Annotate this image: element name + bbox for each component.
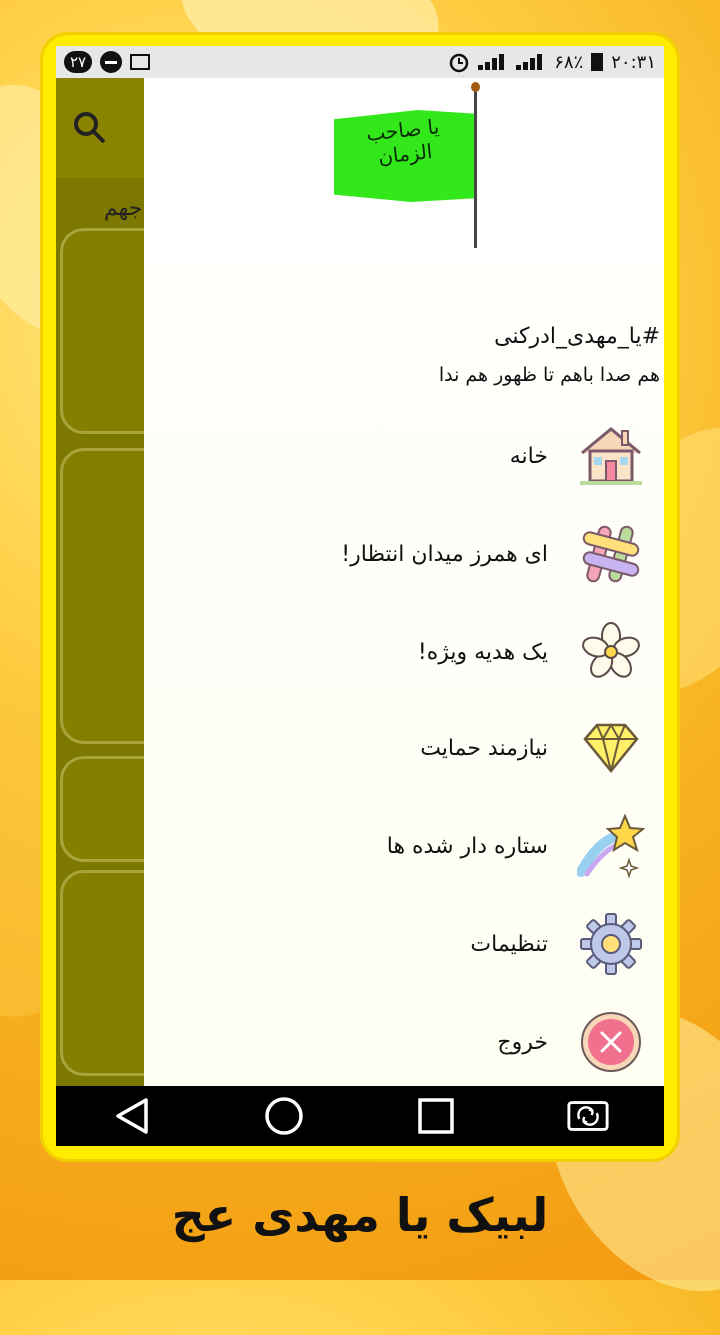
notification-count-badge: ۲۷ (64, 51, 92, 73)
image-notification-icon (130, 54, 150, 70)
diamond-icon (576, 713, 646, 783)
drawer-subtitle: هم صدا باهم تا ظهور هم ندا (438, 364, 660, 386)
menu-item-label: خروج (497, 1029, 548, 1055)
signal-icon (516, 54, 546, 70)
home-circle-icon[interactable] (262, 1094, 306, 1138)
phone-screen (56, 46, 664, 1146)
battery-icon (591, 53, 603, 71)
system-nav-bar (56, 1086, 664, 1146)
menu-item-label: نیازمند حمایت (420, 735, 548, 761)
menu-item-starred[interactable] (144, 806, 664, 886)
menu-item-special-gift[interactable] (144, 612, 664, 692)
search-icon[interactable] (70, 108, 110, 148)
menu-item-label: یک هدیه ویژه! (417, 639, 548, 665)
status-right (448, 51, 656, 73)
recents-square-icon[interactable] (414, 1094, 458, 1138)
menu-item-label: تنظیمات (470, 931, 548, 957)
gear-icon (576, 909, 646, 979)
battery-percent: ۶۸٪ (554, 51, 584, 73)
exit-icon (576, 1007, 646, 1077)
underlying-text: جهم (104, 196, 143, 221)
menu-item-exit[interactable] (144, 1002, 664, 1082)
menu-item-waiting-field[interactable] (144, 514, 664, 594)
hashtag-icon (576, 519, 646, 589)
caption-text: لبیک یا مهدی عج (171, 1188, 549, 1242)
flag-image (334, 88, 484, 248)
menu-item-label: ای همرز میدان انتظار! (341, 541, 548, 567)
status-bar (56, 46, 664, 78)
signal-icon (478, 54, 508, 70)
shooting-star-icon (576, 811, 646, 881)
clock: ۲۰:۳۱ (611, 51, 656, 73)
flag-pole (474, 88, 477, 248)
menu-item-support[interactable] (144, 708, 664, 788)
menu-item-label: خانه (509, 443, 548, 469)
menu-item-home[interactable] (144, 416, 664, 496)
status-left (64, 51, 150, 73)
flower-icon (576, 617, 646, 687)
flag-text: یا صاحب الزمان (365, 114, 441, 169)
alarm-icon (448, 51, 470, 73)
menu-item-label: ستاره دار شده ها (386, 833, 548, 859)
do-not-disturb-icon (100, 51, 122, 73)
rotate-icon[interactable] (566, 1094, 610, 1138)
navigation-drawer (144, 78, 664, 1098)
menu-item-settings[interactable] (144, 904, 664, 984)
house-icon (576, 421, 646, 491)
back-icon[interactable] (110, 1094, 154, 1138)
drawer-hashtag: #یا_مهدی_ادرکنی (494, 324, 660, 349)
